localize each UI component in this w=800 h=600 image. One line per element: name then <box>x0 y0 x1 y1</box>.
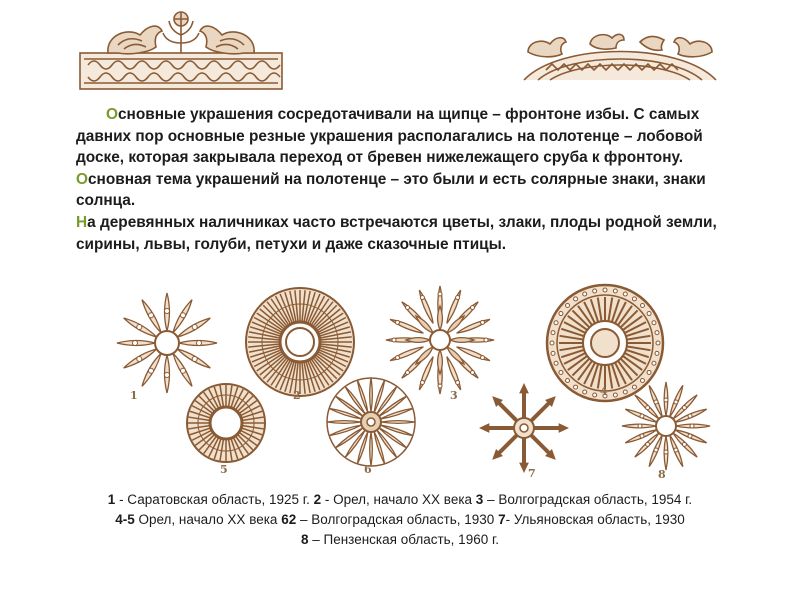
caption-text-8: – Пензенская область, 1960 г. <box>308 532 499 547</box>
rosette-4-number: 4 <box>600 385 608 398</box>
caption-text-62: – Волгоградская область, 1930 <box>296 512 499 527</box>
caption-text-2: - Орел, начало XX века <box>321 492 476 507</box>
paragraph-2-text: сновная тема украшений на полотенце – это были и есть солярные знаки, знаки солнца. <box>76 170 706 210</box>
main-text-block <box>76 104 726 255</box>
caption-text-4-5: Орел, начало XX века <box>134 512 282 527</box>
paragraph-1-initial: О <box>106 106 118 123</box>
rosette-7-image <box>474 378 574 478</box>
figure-caption <box>48 490 752 550</box>
caption-ref-4-5: 4-5 <box>115 512 135 527</box>
rosette-1-number: 1 <box>130 389 138 402</box>
carved-frieze-birds-image <box>78 5 284 93</box>
paragraph-3 <box>76 212 726 255</box>
caption-ref-3: 3 <box>475 492 484 507</box>
rosette-8-image <box>620 380 712 472</box>
caption-ref-8: 8 <box>300 532 309 547</box>
rosette-6-image <box>325 376 417 468</box>
caption-text-3: – Волгоградская область, 1954 г. <box>483 492 693 507</box>
caption-ref-2: 2 <box>313 492 322 507</box>
rosette-3-number: 3 <box>450 389 458 402</box>
rosette-6-number: 6 <box>364 463 372 476</box>
paragraph-3-text: а деревянных наличниках часто встречаются цветы, злаки, плоды родной земли, сирины, львы, голуби, петухи и даже сказочные птицы. <box>76 213 717 253</box>
rosette-5-image <box>185 382 267 464</box>
rosette-7-number: 7 <box>528 467 536 480</box>
carved-arch-birds-image <box>520 22 720 84</box>
caption-line-1 <box>48 490 752 510</box>
rosette-5-number: 5 <box>220 463 228 476</box>
caption-text-1: - Саратовская область, 1925 г. <box>115 492 314 507</box>
paragraph-1-text: сновные украшения сосредотачивали на щипце – фронтоне избы. С самых давних пор основные резные украшения располагались на полотенце – лобовой доске, которая закрывала переход от бревен нижележащего сруба к фронтону. <box>76 106 703 167</box>
rosette-2-number: 2 <box>293 389 301 402</box>
caption-line-3 <box>48 530 752 550</box>
paragraph-1 <box>76 104 726 169</box>
rosette-8-number: 8 <box>658 468 666 481</box>
paragraph-2 <box>76 169 726 212</box>
caption-ref-62: 62 <box>281 512 297 527</box>
caption-text-7: - Ульяновская область, 1930 <box>505 512 685 527</box>
paragraph-2-initial: О <box>76 170 88 188</box>
caption-ref-7: 7 <box>498 512 506 527</box>
caption-line-2 <box>48 510 752 530</box>
caption-ref-1: 1 <box>107 492 116 507</box>
paragraph-3-initial: Н <box>76 213 88 231</box>
